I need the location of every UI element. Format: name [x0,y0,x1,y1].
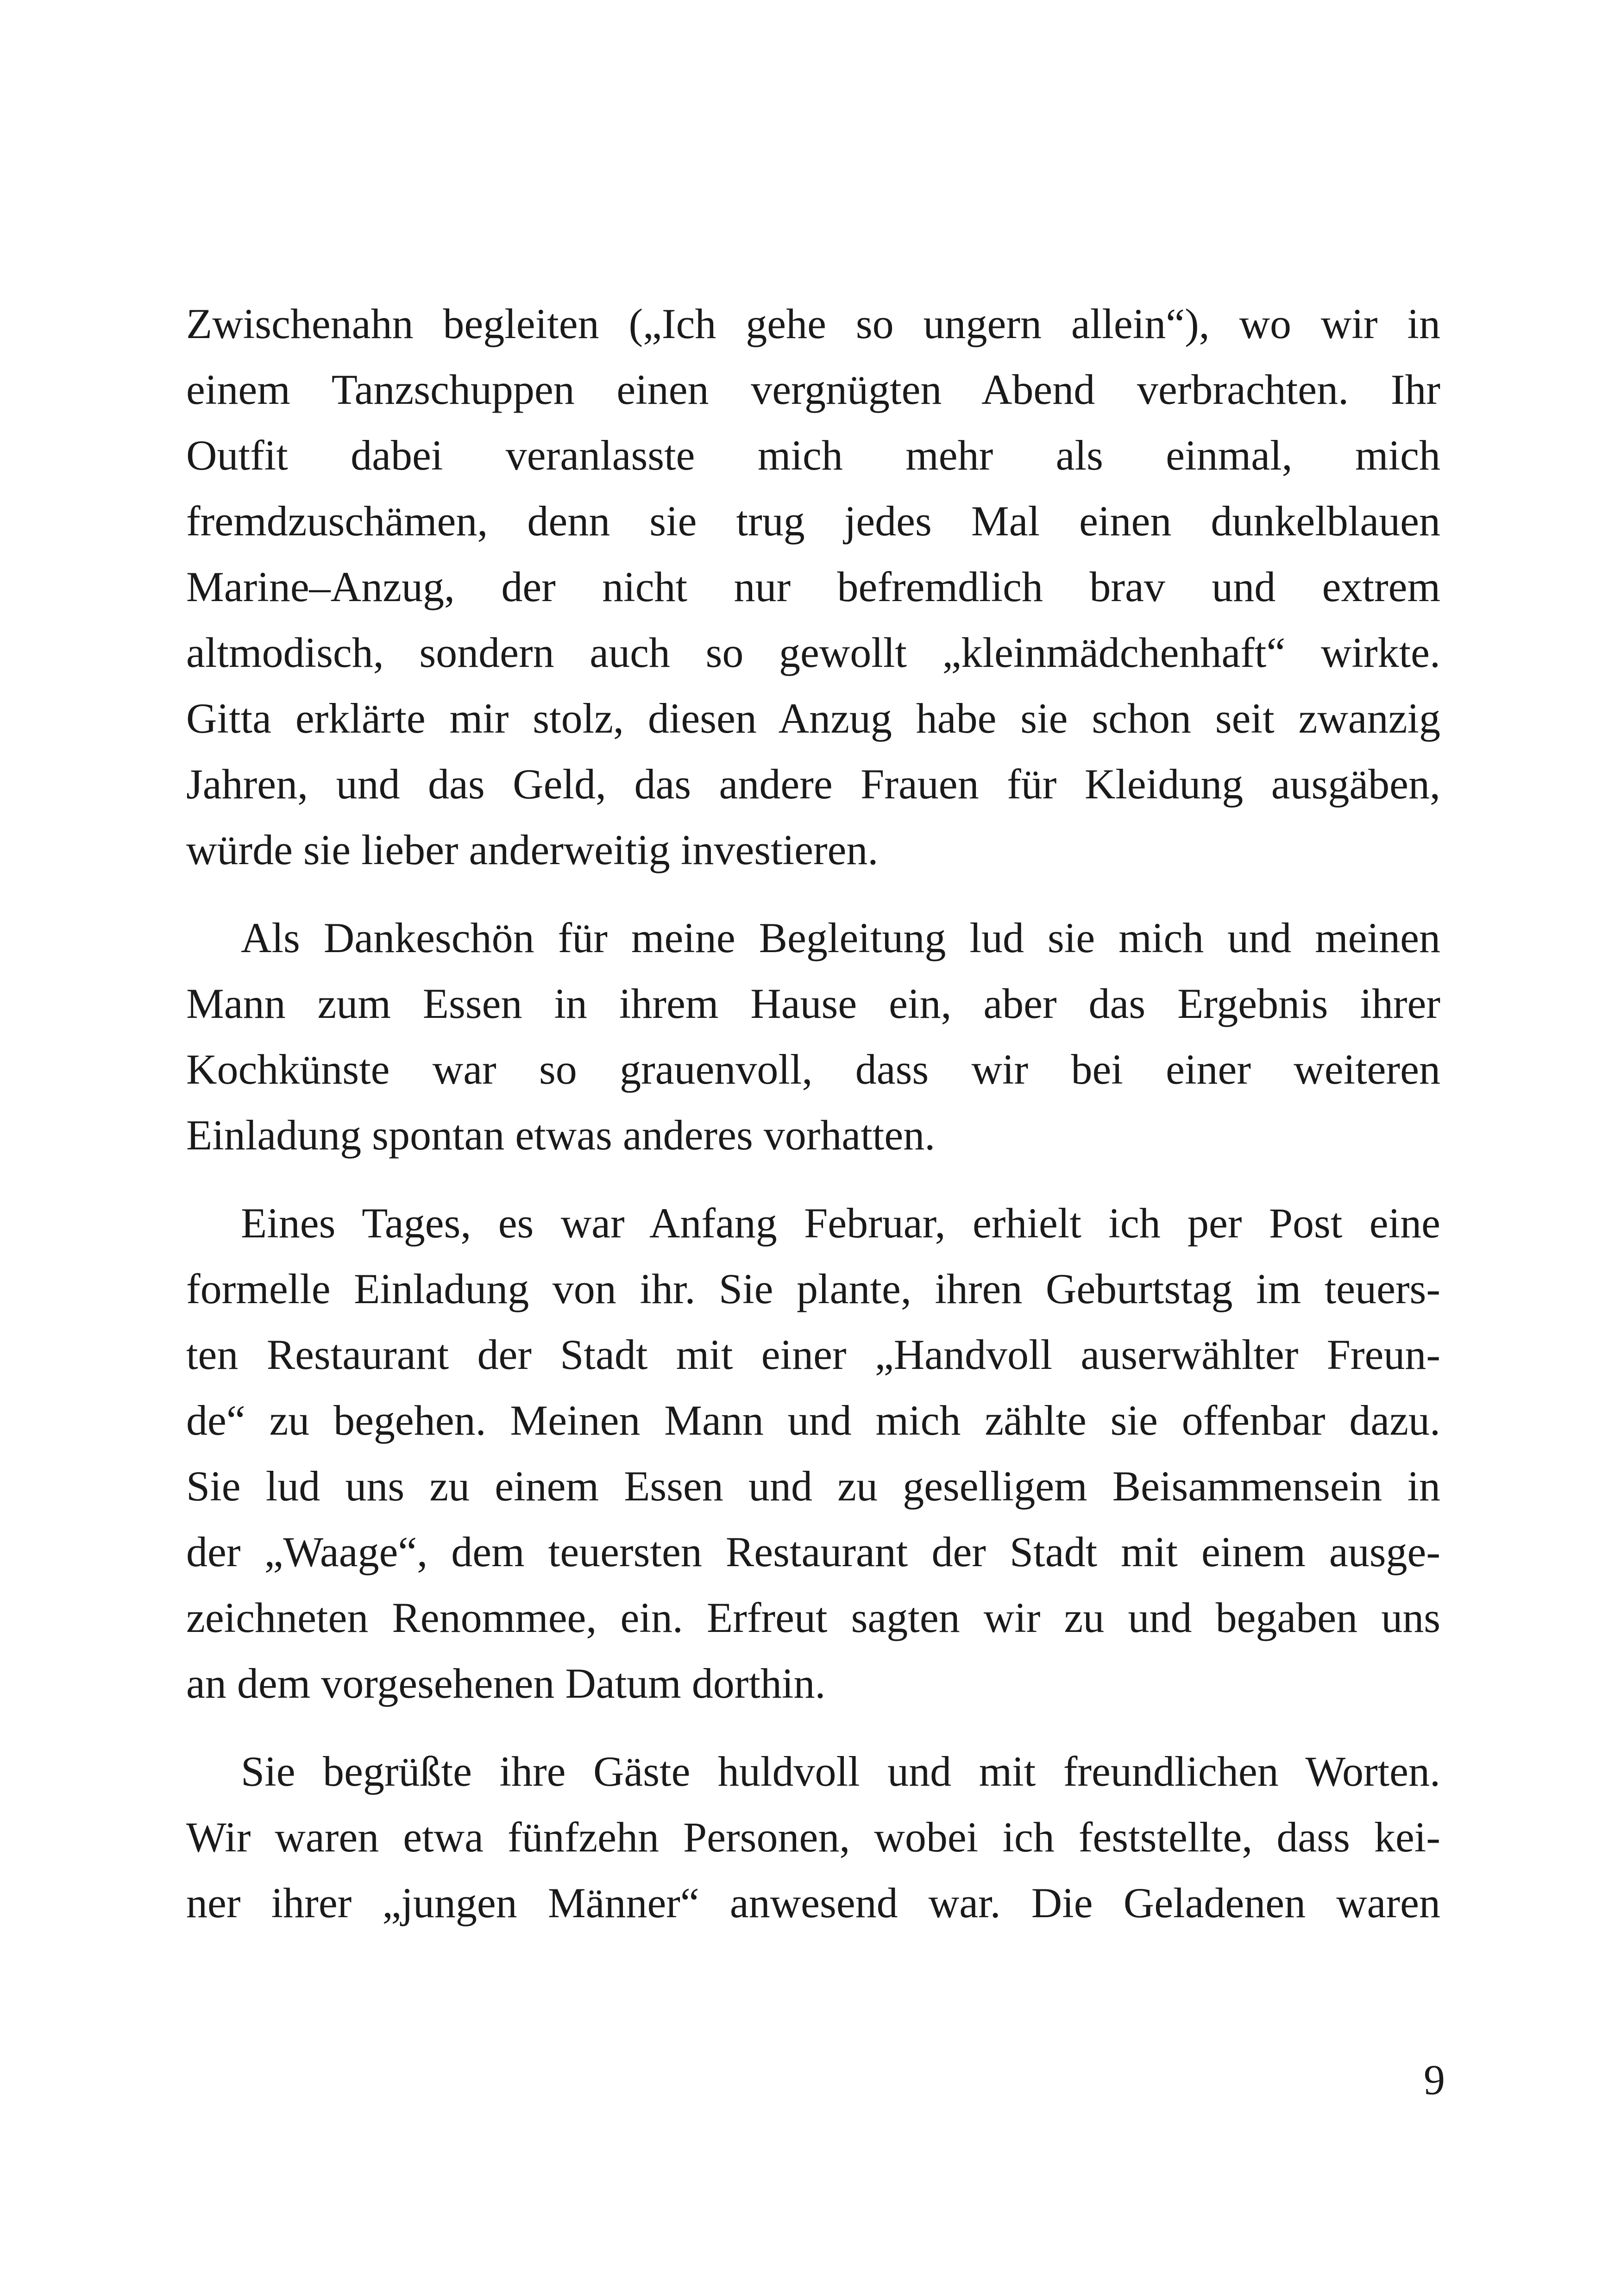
text-line: formelle Einladung von ihr. Sie plante, ihren Geburtstag im teuers- [186,1265,1440,1312]
text-line: Als Dankeschön für meine Begleitung lud sie mich und meinen [241,914,1440,961]
text-line: Mann zum Essen in ihrem Hause ein, aber das Ergebnis ihrer [186,980,1440,1027]
text-line: Eines Tages, es war Anfang Februar, erhielt ich per Post eine [241,1199,1440,1247]
text-line: würde sie lieber anderweitig investieren. [186,826,879,873]
text-line: ten Restaurant der Stadt mit einer „Handvoll auserwählter Freun- [186,1331,1440,1378]
text-line: Kochkünste war so grauenvoll, dass wir bei einer weiteren [186,1046,1440,1093]
text-line: Sie lud uns zu einem Essen und zu geselligem Beisammensein in [186,1462,1440,1510]
text-line: Zwischenahn begleiten („Ich gehe so ungern allein“), wo wir in [186,300,1440,347]
body-text [186,291,1440,1936]
text-line: an dem vorgesehenen Datum dorthin. [186,1660,826,1707]
paragraph [186,1190,1440,1716]
text-line: altmodisch, sondern auch so gewollt „kleinmädchenhaft“ wirkte. [186,629,1440,676]
paragraph [186,291,1440,883]
text-line: Sie begrüßte ihre Gäste huldvoll und mit freundlichen Worten. [241,1748,1440,1795]
text-line: der „Waage“, dem teuersten Restaurant der Stadt mit einem ausge- [186,1528,1440,1575]
paragraph [186,1738,1440,1936]
text-line: fremdzuschämen, denn sie trug jedes Mal einen dunkelblauen [186,497,1440,545]
text-line: einem Tanzschuppen einen vergnügten Abend verbrachten. Ihr [186,366,1440,413]
text-line: de“ zu begehen. Meinen Mann und mich zählte sie offenbar dazu. [186,1397,1440,1444]
text-line: Marine–Anzug, der nicht nur befremdlich brav und extrem [186,563,1440,610]
text-line: ner ihrer „jungen Männer“ anwesend war. Die Geladenen waren [186,1879,1440,1926]
text-line: Jahren, und das Geld, das andere Frauen für Kleidung ausgäben, [186,760,1440,808]
text-line: Wir waren etwa fünfzehn Personen, wobei ich feststellte, dass kei- [186,1813,1440,1861]
text-line: Outfit dabei veranlasste mich mehr als einmal, mich [186,432,1440,479]
text-line: Einladung spontan etwas anderes vorhatten. [186,1111,936,1159]
paragraph [186,905,1440,1168]
text-line: zeichneten Renommee, ein. Erfreut sagten wir zu und begaben uns [186,1594,1440,1641]
text-line: Gitta erklärte mir stolz, diesen Anzug habe sie schon seit zwanzig [186,695,1440,742]
page-number: 9 [1424,2056,1445,2103]
